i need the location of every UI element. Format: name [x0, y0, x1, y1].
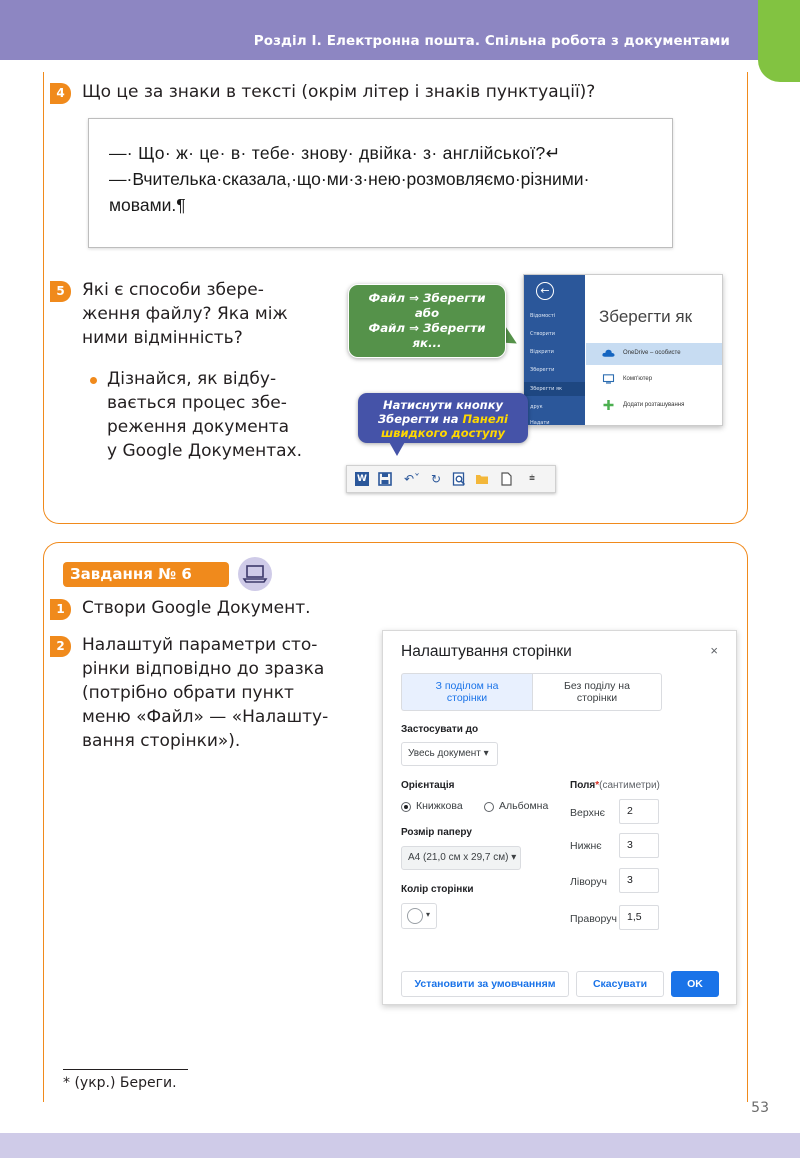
hint-bubble-quick-access — [358, 393, 528, 443]
doc-line-2: —·Вчителька·сказала,·що·ми·з·нею·розмовляємо·різними· — [109, 169, 590, 189]
pageless-mode-button[interactable] — [532, 673, 662, 711]
blue-bubble-line-3: швидкого доступу — [380, 426, 506, 440]
step-number-1: 1 — [50, 599, 71, 620]
footnote-divider — [63, 1069, 188, 1070]
pageless-mode-line-1: Без поділу на — [564, 680, 630, 692]
page-number: 53 — [751, 1100, 769, 1116]
margin-top-label: Верхнє — [570, 807, 605, 819]
bullet-line-1: Дізнайся, як відбу- — [107, 369, 277, 389]
page-setup-dialog — [382, 630, 737, 1005]
margins-footnote-star: * — [595, 780, 600, 791]
footer-band — [0, 1133, 800, 1158]
undo-icon[interactable]: ↶ˇ — [403, 472, 421, 486]
laptop-icon — [238, 557, 272, 591]
set-default-button[interactable]: Установити за умовчанням — [401, 971, 569, 997]
chapter-tab — [758, 0, 800, 82]
margin-right-label: Праворуч — [570, 913, 617, 925]
header-band — [0, 0, 800, 60]
pageless-mode-line-2: сторінки — [576, 692, 618, 704]
hint-bubble-file-menu — [348, 284, 506, 358]
dialog-title: Налаштування сторінки — [401, 643, 572, 660]
backstage-menu-info[interactable]: Відомості — [530, 313, 556, 319]
margins-label-text: Поля — [570, 780, 596, 791]
green-bubble-line-3: Файл ⇒ Зберегти — [368, 321, 486, 335]
new-document-icon[interactable] — [499, 472, 513, 486]
paper-size-label: Розмір паперу — [401, 827, 472, 838]
backstage-title: Зберегти як — [599, 307, 693, 326]
save-icon[interactable] — [378, 472, 392, 486]
question-number-5: 5 — [50, 281, 71, 302]
landscape-radio[interactable] — [484, 802, 494, 812]
backstage-menu-share[interactable]: Надати — [530, 420, 550, 426]
plus-icon — [602, 400, 615, 410]
footnote: * (укр.) Береги. — [63, 1075, 177, 1091]
portrait-label: Книжкова — [416, 800, 463, 812]
page-color-picker[interactable] — [401, 903, 437, 929]
step-1-text: Створи Google Документ. — [82, 598, 311, 618]
step-2-line-2: рінки відповідно до зразка — [82, 659, 325, 679]
blue-bubble-line-2 — [358, 412, 528, 426]
page-color-label: Колір сторінки — [401, 884, 474, 895]
step-number-2: 2 — [50, 636, 71, 657]
section-title: Розділ I. Електронна пошта. Спільна робота з документами — [253, 33, 730, 49]
step-2-line-5: вання сторінки»). — [82, 731, 241, 751]
backstage-menu-new[interactable]: Створити — [530, 331, 555, 337]
margin-right-input[interactable]: 1,5 — [619, 905, 659, 930]
task-label: Завдання № 6 — [63, 562, 229, 587]
arrow-left-icon[interactable]: ← — [536, 282, 554, 300]
landscape-label: Альбомна — [499, 800, 549, 812]
open-folder-icon[interactable] — [475, 472, 489, 486]
print-preview-icon[interactable] — [452, 472, 466, 486]
word-icon[interactable]: W — [355, 472, 369, 486]
laptop-badge — [238, 557, 272, 591]
green-bubble-line-1: Файл ⇒ Зберегти — [368, 291, 486, 305]
apply-to-label: Застосувати до — [401, 724, 479, 735]
blue-bubble-tail — [388, 440, 406, 456]
quick-access-toolbar — [346, 465, 556, 493]
pages-mode-line-2: сторінки — [446, 692, 488, 704]
margin-left-input[interactable]: 3 — [619, 868, 659, 893]
orientation-label: Орієнтація — [401, 780, 455, 791]
save-location-add[interactable]: Додати розташування — [586, 395, 723, 417]
backstage-menu-save-as[interactable]: Зберегти як — [524, 382, 585, 396]
document-screenshot — [88, 118, 673, 248]
save-location-onedrive[interactable]: OneDrive – особисте — [586, 343, 723, 365]
close-icon[interactable]: × — [710, 643, 718, 658]
blue-bubble-line-1: Натиснути кнопку — [383, 398, 503, 412]
bullet-line-2: вається процес збе- — [107, 393, 287, 413]
margins-unit: (сантиметри) — [599, 780, 660, 791]
backstage-menu-open[interactable]: Відкрити — [530, 349, 554, 355]
backstage-sidebar — [524, 275, 585, 426]
bullet-dot — [90, 377, 97, 384]
blue-bubble-highlight-1: Панелі — [462, 412, 508, 426]
question-number-4: 4 — [50, 83, 71, 104]
margin-bottom-input[interactable]: 3 — [619, 833, 659, 858]
question-4-text: Що це за знаки в тексті (окрім літер і знаків пунктуації)? — [82, 82, 596, 102]
step-2-line-3: (потрібно обрати пункт — [82, 683, 294, 703]
backstage-menu-print[interactable]: друк — [530, 404, 543, 410]
blue-bubble-line-2-text: Зберегти на — [378, 412, 463, 426]
save-location-computer[interactable]: Комп'ютер — [586, 369, 723, 391]
margin-top-input[interactable]: 2 — [619, 799, 659, 824]
doc-line-1: —· Що· ж· це· в· тебе· знову· двійка· з· англійської?↵ — [109, 143, 561, 163]
green-bubble-line-4: як... — [412, 336, 442, 350]
ok-button[interactable]: OK — [671, 971, 719, 997]
cancel-button[interactable]: Скасувати — [576, 971, 664, 997]
paper-size-dropdown[interactable]: A4 (21,0 см x 29,7 см) ▾ — [401, 846, 521, 870]
green-bubble-line-2: або — [414, 306, 440, 320]
backstage-menu-save[interactable]: Зберегти — [530, 367, 555, 373]
computer-icon — [602, 374, 615, 384]
bullet-line-3: реження документа — [107, 417, 290, 437]
cloud-icon — [602, 348, 615, 358]
pages-mode-line-1: З поділом на — [435, 680, 499, 692]
margin-bottom-label: Нижнє — [570, 840, 602, 852]
apply-to-dropdown[interactable]: Увесь документ ▾ — [401, 742, 498, 766]
margin-left-label: Ліворуч — [570, 876, 607, 888]
question-5-line-3: ними відмінність? — [82, 328, 243, 348]
question-5-line-2: ження файлу? Яка між — [82, 304, 288, 324]
portrait-radio[interactable] — [401, 802, 411, 812]
doc-line-3: мовами.¶ — [109, 195, 186, 215]
step-2-line-1: Налаштуй параметри сто- — [82, 635, 318, 655]
word-backstage-view — [523, 274, 723, 426]
step-2-line-4: меню «Файл» — «Налашту- — [82, 707, 329, 727]
color-swatch — [407, 908, 423, 924]
chevron-down-icon: ▾ — [426, 910, 431, 919]
margins-label — [570, 780, 660, 791]
customize-icon[interactable]: ⩧ — [529, 473, 535, 484]
question-5-line-1: Які є способи збере- — [82, 280, 264, 300]
redo-icon[interactable]: ↻ — [430, 472, 442, 486]
bullet-line-4: у Google Документах. — [107, 441, 303, 461]
pages-mode-button[interactable] — [401, 673, 532, 711]
